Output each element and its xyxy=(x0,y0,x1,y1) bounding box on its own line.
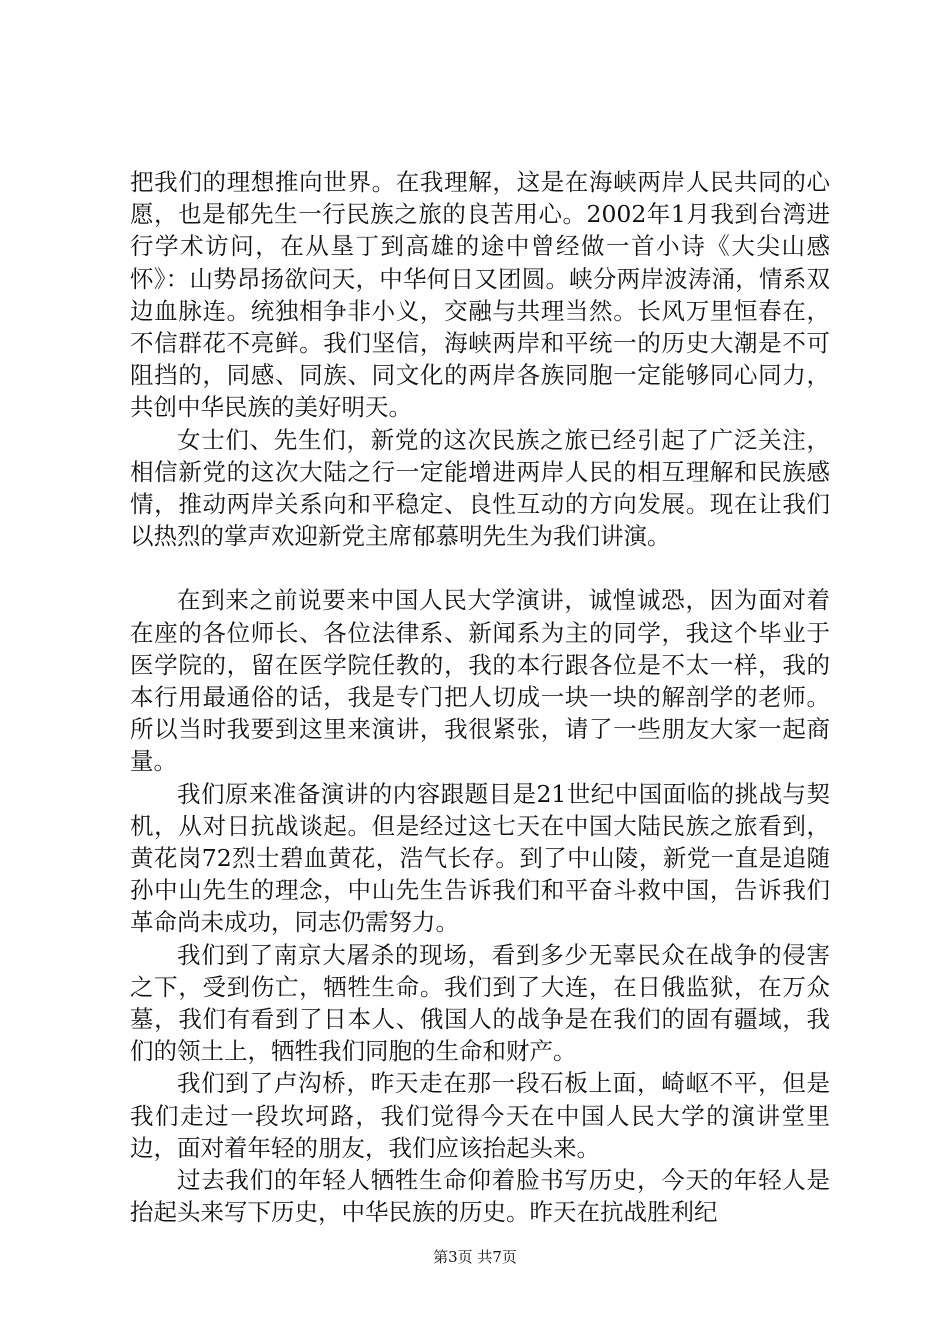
document-body xyxy=(130,166,830,1229)
paragraph-2: 女士们、先生们，新党的这次民族之旅已经引起了广泛关注，相信新党的这次大陆之行一定能增进两岸人民的相互理解和民族感情，推动两岸关系向和平稳定、良性互动的方向发展。现在让我们以热烈的掌声欢迎新党主席郁慕明先生为我们讲演。 xyxy=(130,425,830,551)
paragraph-7: 过去我们的年轻人牺牲生命仰着脸书写历史，今天的年轻人是抬起头来写下历史，中华民族的历史。昨天在抗战胜利纪 xyxy=(130,1166,830,1227)
paragraph-6: 我们到了卢沟桥，昨天走在那一段石板上面，崎岖不平，但是我们走过一段坎坷路，我们觉得今天在中国人民大学的演讲堂里边，面对着年轻的朋友，我们应该抬起头来。 xyxy=(130,1069,830,1162)
paragraph-1: 把我们的理想推向世界。在我理解，这是在海峡两岸人民共同的心愿，也是郁先生一行民族之旅的良苦用心。2002年1月我到台湾进行学术访问，在从垦丁到高雄的途中曾经做一首小诗《大尖山感怀》：山势昂扬欲问天，中华何日又团圆。峡分两岸波涛涌，情系双边血脉连。统独相争非小义，交融与共理当然。长风万里恒春在，不信群花不亮鲜。我们坚信，海峡两岸和平统一的历史大潮是不可阻挡的，同感、同族、同文化的两岸各族同胞一定能够同心同力，共创中华民族的美好明天。 xyxy=(130,168,830,422)
paragraph-3: 在到来之前说要来中国人民大学演讲，诚惶诚恐，因为面对着在座的各位师长、各位法律系、新闻系为主的同学，我这个毕业于医学院的，留在医学院任教的，我的本行跟各位是不太一样，我的本行用最通俗的话，我是专门把人切成一块一块的解剖学的老师。所以当时我要到这里来演讲，我很紧张，请了一些朋友大家一起商量。 xyxy=(130,586,830,776)
paragraph-4: 我们原来准备演讲的内容跟题目是21世纪中国面临的挑战与契机，从对日抗战谈起。但是经过这七天在中国大陆民族之旅看到，黄花岗72烈士碧血黄花，浩气长存。到了中山陵，新党一直是追随孙中山先生的理念，中山先生告诉我们和平奋斗救中国，告诉我们革命尚未成功，同志仍需努力。 xyxy=(130,779,830,937)
paragraph-5: 我们到了南京大屠杀的现场，看到多少无辜民众在战争的侵害之下，受到伤亡，牺牲生命。我们到了大连，在日俄监狱，在万众墓，我们有看到了日本人、俄国人的战争是在我们的固有疆域，我们的领土上，牺牲我们同胞的生命和财产。 xyxy=(130,940,830,1066)
page-footer: 第3页 共7页 xyxy=(433,1248,517,1266)
